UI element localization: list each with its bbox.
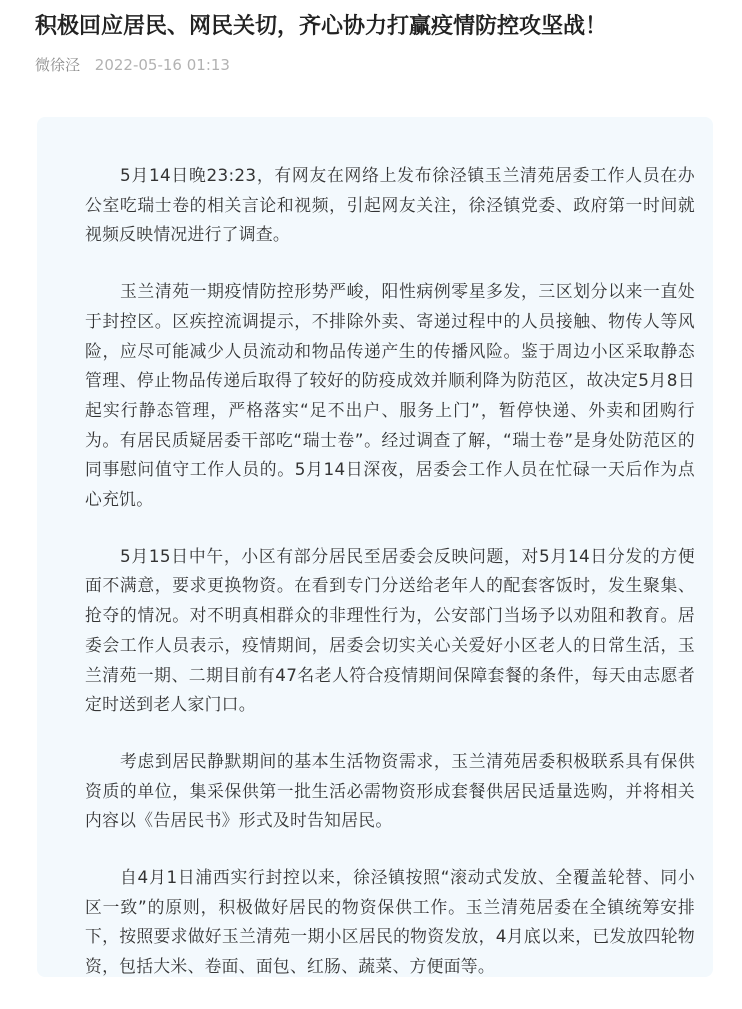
paragraph: 5月15日中午，小区有部分居民至居委会反映问题，对5月14日分发的方便面不满意，要求更换物资。在看到专门分送给老年人的配套客饭时，发生聚集、抢夺的情况。对不明真相群众的非理性行为，公安部门当场予以劝阻和教育。居委会工作人员表示，疫情期间，居委会切实关心关爱好小区老人的日常生活，玉兰清苑一期、二期目前有47名老人符合疫情期间保障套餐的条件，每天由志愿者定时送到老人家门口。: [85, 545, 695, 715]
paragraph: 考虑到居民静默期间的基本生活物资需求，玉兰清苑居委积极联系具有保供资质的单位，集采保供第一批生活必需物资形成套餐供居民适量选购，并将相关内容以《告居民书》形式及时告知居民。: [85, 750, 695, 831]
article-body: [85, 161, 695, 1009]
paragraph: 玉兰清苑一期疫情防控形势严峻，阳性病例零星多发，三区划分以来一直处于封控区。区疾控流调提示，不排除外卖、寄递过程中的人员接触、物传人等风险，应尽可能减少人员流动和物品传递产生的传播风险。鉴于周边小区采取静态管理、停止物品传递后取得了较好的防疫成效并顺利降为防范区，故决定5月8日起实行静态管理，严格落实“足不出户、服务上门”，暂停快递、外卖和团购行为。有居民质疑居委干部吃“瑞士卷”。经过调查了解，“瑞士卷”是身处防范区的同事慰问值守工作人员的。5月14日深夜，居委会工作人员在忙碌一天后作为点心充饥。: [85, 281, 695, 510]
article-content-card: [37, 117, 713, 977]
paragraph: 5月14日晚23:23，有网友在网络上发布徐泾镇玉兰清苑居委工作人员在办公室吃瑞士卷的相关言论和视频，引起网友关注，徐泾镇党委、政府第一时间就视频反映情况进行了调查。: [85, 165, 695, 245]
author-link[interactable]: 微徐泾: [35, 56, 81, 74]
paragraph: 自4月1日浦西实行封控以来，徐泾镇按照“滚动式发放、全覆盖轮替、同小区一致”的原则，积极做好居民的物资保供工作。玉兰清苑居委在全镇统筹安排下，按照要求做好玉兰清苑一期小区居民的物资发放，4月底以来，已发放四轮物资，包括大米、卷面、面包、红肠、蔬菜、方便面等。: [85, 867, 695, 977]
article-meta: [35, 55, 230, 75]
publish-date: 2022-05-16 01:13: [94, 56, 230, 74]
article-title: 积极回应居民、网民关切，齐心协力打赢疫情防控攻坚战！: [35, 14, 608, 39]
